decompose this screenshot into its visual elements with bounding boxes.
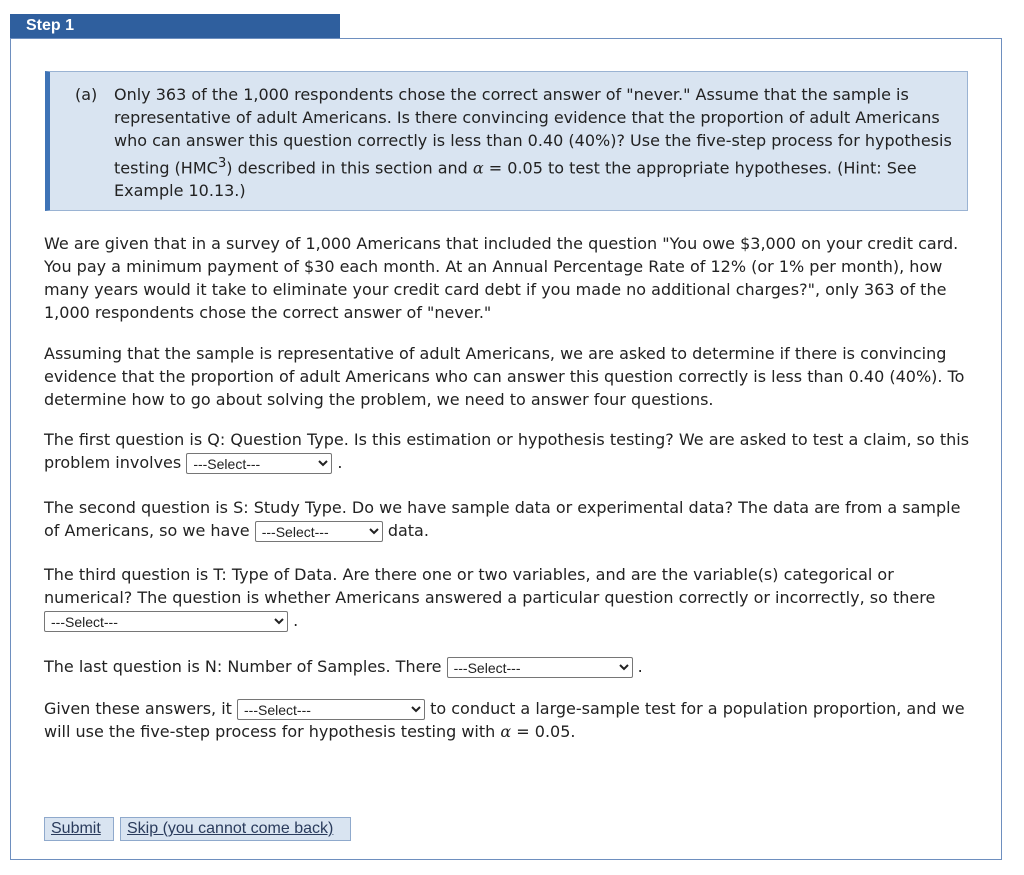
question-letter: (a) (75, 85, 98, 104)
question-superscript: 3 (217, 156, 227, 171)
question-type-text: The first question is Q: Question Type. Is this estimation or hypothesis testing? We are asked to test a claim, so this problem involves (44, 430, 970, 472)
conclusion-text: Given these answers, it (44, 699, 238, 718)
question-type-suffix: . (332, 453, 343, 472)
question-type-select[interactable] (186, 453, 332, 474)
question-text-part1: Only 363 of the 1,000 respondents chose the correct answer of "never." Assume that the sample is representative of adult Americans. Is there convincing evidence that the proportion of adult Americans who can answer this question correctly is less than 0.40 (40%)? Use the five-step process for hypothesis testing (HMC (114, 85, 952, 178)
skip-button[interactable]: Skip (you cannot come back) (120, 817, 351, 841)
samples-suffix: . (632, 657, 643, 676)
study-type-suffix: data. (382, 521, 429, 540)
study-type-select[interactable] (255, 521, 383, 542)
samples-text: The last question is N: Number of Samples. There (44, 657, 447, 676)
study-type-text: The second question is S: Study Type. Do we have sample data or experimental data? The data are from a sample of Americans, so we have (44, 498, 961, 540)
data-type-paragraph (44, 563, 974, 632)
step-label: Step 1 (26, 17, 75, 34)
question-text-part2: ) described in this section and (226, 158, 473, 178)
step-header (10, 14, 340, 38)
data-type-text: The third question is T: Type of Data. Are there one or two variables, and are the variable(s) categorical or numerical? The question is whether Americans answered a particular question correctly or incorrectly, so there (44, 565, 936, 607)
context-paragraph: Assuming that the sample is representative of adult Americans, we are asked to determine if there is convincing evidence that the proportion of adult Americans who can answer this question correctly is less than 0.40 (40%). To determine how to go about solving the problem, we need to answer four questions. (44, 344, 965, 409)
samples-paragraph (44, 655, 974, 678)
submit-button[interactable]: Submit (44, 817, 114, 841)
question-box (45, 71, 968, 211)
conclusion-suffix: = 0.05. (511, 722, 576, 741)
question-text (114, 83, 964, 202)
question-text-part3: = 0.05 to test the appropriate hypotheses. (Hint: See Example 10.13.) (114, 158, 917, 201)
data-type-suffix: . (288, 611, 299, 630)
conclusion-middle: to conduct a large-sample test for a population proportion, and we will use the five-step process for hypothesis testing with (44, 699, 965, 741)
alpha-symbol: α (472, 158, 484, 178)
conclusion-paragraph (44, 697, 974, 743)
intro-paragraph: We are given that in a survey of 1,000 Americans that included the question "You owe $3,000 on your credit card. You pay a minimum payment of $30 each month. At an Annual Percentage Rate of 12% (or 1% per month), how many years would it take to eliminate your credit card debt if you made no additional charges?", only 363 of the 1,000 respondents chose the correct answer of "never." (44, 234, 959, 322)
conclusion-select[interactable] (237, 699, 425, 720)
samples-select[interactable] (447, 657, 633, 678)
question-type-paragraph (44, 428, 974, 474)
study-type-paragraph (44, 496, 974, 542)
data-type-select[interactable] (44, 611, 288, 632)
step-panel (10, 38, 1002, 860)
alpha-symbol: α (500, 722, 512, 741)
